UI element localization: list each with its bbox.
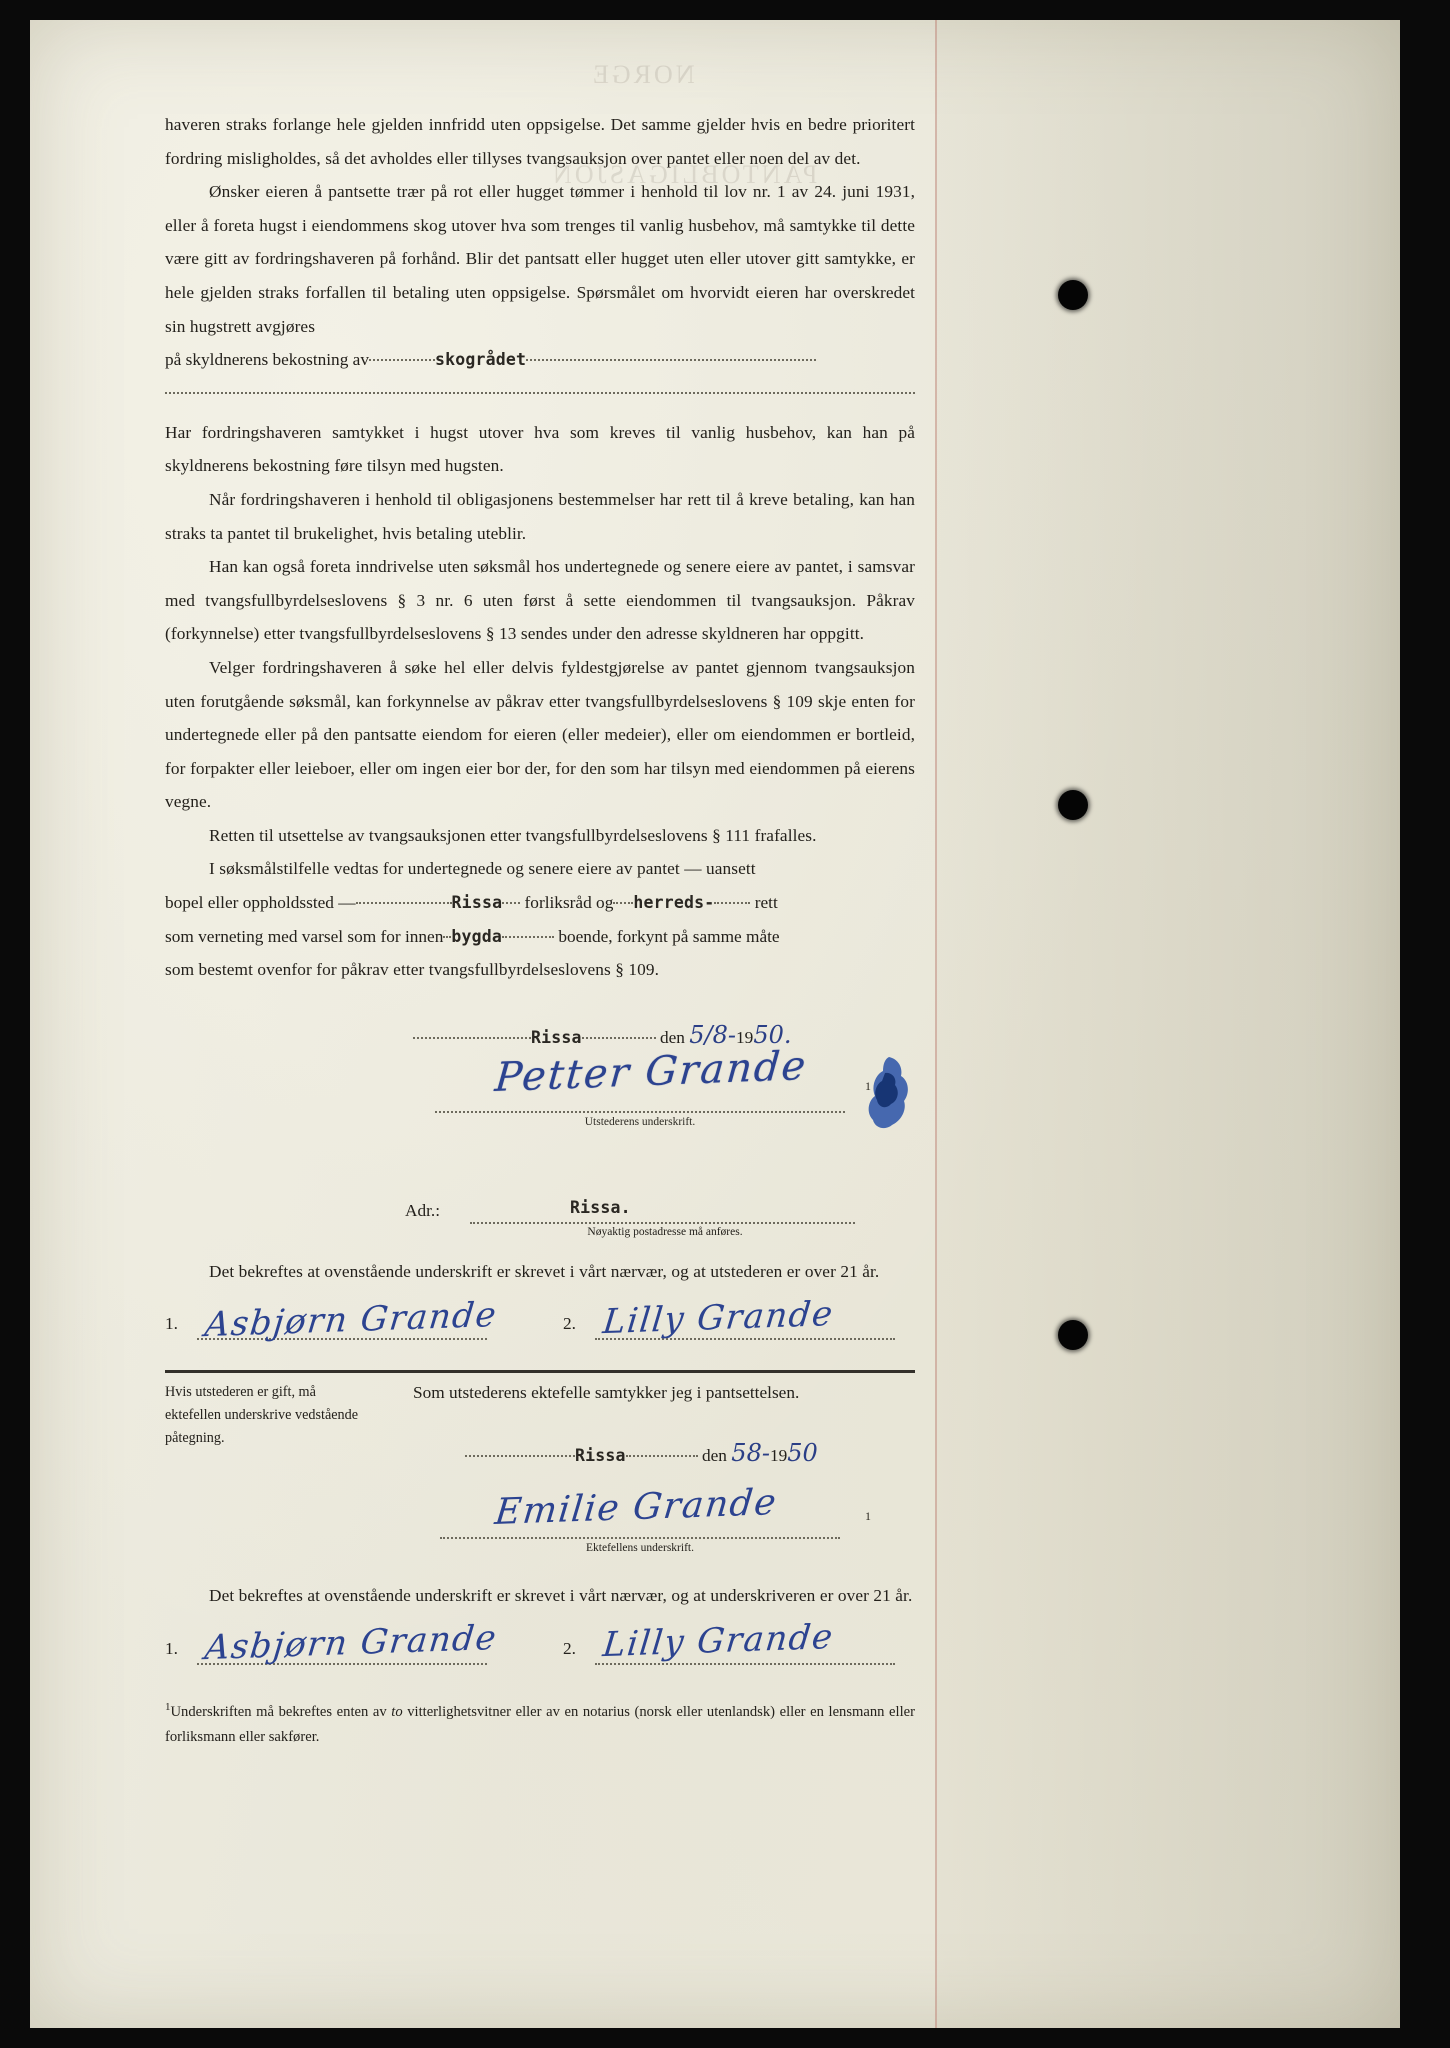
- attestation-2-text: Det bekreftes at ovenstående underskrift er skrevet i vårt nærvær, og at underskriveren er over 21 år.: [209, 1586, 913, 1606]
- address-caption: Nøyaktig postadresse må anføres.: [587, 1225, 743, 1238]
- spouse-signature-caption: Ektefellens underskrift.: [586, 1542, 694, 1555]
- spouse-date-row: [465, 1439, 818, 1467]
- venue-fill-line: [165, 886, 915, 920]
- dotted-rule: [714, 902, 750, 904]
- hugstrett-value: skogrådet: [434, 350, 527, 370]
- dotted-rule: [526, 359, 816, 361]
- dotted-rule: [465, 1455, 575, 1457]
- witness-2-signature: Lilly Grande: [600, 1294, 836, 1343]
- spouse-consent-block: [165, 1381, 915, 1493]
- witness-3-signature: Asbjørn Grande: [202, 1617, 500, 1669]
- bleedthrough-ghost-text: PANTOBLIGASJON: [550, 160, 818, 189]
- paragraph-4: Når fordringshaveren i henhold til obligasjonens bestemmelser har rett til å kreve betaling, kan han straks ta pantet til brukelighet, hvis betaling uteblir.: [165, 489, 915, 543]
- den-label: den: [660, 1027, 685, 1047]
- binder-punch-hole: [1058, 280, 1088, 310]
- footnote-emphasis: to: [391, 1703, 403, 1720]
- witness-3-number: 1.: [165, 1639, 178, 1659]
- spouse-note: Hvis utstederen er gift, må ektefellen underskrive vedstående påtegning.: [165, 1384, 359, 1447]
- district-label-a: som verneting med varsel som for innen: [165, 926, 444, 946]
- footnote-part-b: vitterlighetsvitner eller av en notarius (norsk eller utenlandsk) eller en lensmann eller forliksmann eller sakfører.: [165, 1703, 915, 1745]
- spouse-date-month: 8-: [746, 1439, 770, 1468]
- paragraph-8-intro: I søksmålstilfelle vedtas for undertegnede og senere eiere av pantet — uansett: [209, 859, 756, 879]
- scan-gutter-shadow: [937, 20, 1400, 2028]
- dotted-rule: [470, 1222, 855, 1224]
- document-page: [30, 20, 1400, 2028]
- issuer-signature-zone: [165, 1013, 915, 1189]
- venue-label-b: forliksråd og: [524, 893, 614, 913]
- year-prefix: 19: [736, 1027, 754, 1047]
- document-body: [165, 108, 915, 1750]
- issuer-signature-caption: Utstederens underskrift.: [584, 1115, 696, 1128]
- signature-date-day: 5/: [689, 1020, 713, 1049]
- district-fill-line: [165, 920, 915, 954]
- paragraph-2: Ønsker eieren å pantsette trær på rot eller hugget tømmer i henhold til lov nr. 1 av 24. juni 1931, eller å foreta hugst i eiendommens skog utover hva som trenges til vanlig husbehov, må samtykke til dette være gitt av fordringshaveren på forhånd. Blir det pantsatt eller hugget uten eller utover gitt samtykke, er hele gjelden straks forfallen til betaling uten oppsigelse. Spørsmålet om hvorvidt eieren har overskredet sin hugstrett avgjøres: [165, 182, 915, 336]
- address-value: Rissa.: [570, 1197, 631, 1217]
- page-footnote: [165, 1695, 915, 1750]
- paragraph-3: Har fordringshaveren samtykket i hugst utover hva som kreves til vanlig husbehov, kan han på skyldnerens bekostning føre tilsyn med hugsten.: [165, 422, 915, 476]
- address-row: [165, 1195, 915, 1255]
- section-divider: [165, 1370, 915, 1373]
- dotted-rule: [502, 936, 554, 938]
- paragraph-8-tail: som bestemt ovenfor for påkrav etter tvangsfullbyrdelseslovens § 109.: [165, 960, 660, 980]
- year-prefix: 19: [769, 1446, 788, 1466]
- address-label: Adr.:: [405, 1200, 441, 1220]
- spouse-signature: Emilie Grande: [492, 1482, 780, 1534]
- footnote-mark: 1: [165, 1701, 171, 1714]
- witness-1-signature: Asbjørn Grande: [202, 1295, 500, 1346]
- issuer-signature: Petter Grande: [493, 1042, 810, 1101]
- spouse-consent-text: Som utstederens ektefelle samtykker jeg i pantsettelsen.: [413, 1383, 800, 1403]
- bleedthrough-ghost-text: NORGE: [590, 60, 695, 89]
- signature-rule: [435, 1111, 845, 1113]
- spouse-signature-zone: [165, 1482, 915, 1579]
- venue-label-a: bopel eller oppholdssted —: [165, 893, 356, 913]
- witness-2-number: 2.: [563, 1314, 576, 1334]
- paragraph-5: Han kan også foreta inndrivelse uten søksmål hos undertegnede og senere eiere av pantet, i samsvar med tvangsfullbyrdelseslovens § 3 nr. 6 uten først å sette eiendommen til tvangsauksjon. Påkrav (forkynnelse) etter tvangsfullbyrdelseslovens § 13 sendes under den adresse skyldneren har oppgitt.: [165, 557, 915, 644]
- spouse-date-day: 5: [731, 1439, 747, 1468]
- witness-row-2: [165, 1616, 915, 1689]
- paragraph-6: Velger fordringshaveren å søke hel eller delvis fyldestgjørelse av pantet gjennom tvangsauksjon uten forutgående søksmål, kan forkynnelse av påkrav etter tvangsfullbyrdelseslovens § 109 skje enten for undertegnede eller på den pantsatte eiendom for eieren (eller medeier), eller om eiendommen er bortleid, for forpakter eller leieboer, eller om ingen eier bor der, for den som har tilsyn med eiendommen på eierens vegne.: [165, 657, 915, 812]
- dotted-rule: [369, 359, 435, 361]
- venue-value: Rissa: [451, 893, 503, 913]
- den-label: den: [702, 1446, 727, 1466]
- venue-label-c: rett: [754, 893, 778, 913]
- dotted-rule: [413, 1037, 531, 1039]
- court-value: herreds-: [633, 893, 715, 913]
- dotted-rule: [626, 1455, 698, 1457]
- footnote-marker: 1: [865, 1078, 871, 1093]
- dotted-rule: [502, 902, 520, 904]
- signature-year: 50.: [753, 1020, 792, 1049]
- dotted-rule: [613, 902, 633, 904]
- footnote-part-a: Underskriften må bekreftes enten av: [170, 1703, 387, 1720]
- signature-place: Rissa: [531, 1027, 582, 1047]
- spouse-place: Rissa: [575, 1446, 626, 1466]
- witness-row-1: [165, 1294, 915, 1364]
- dotted-rule: [440, 1537, 840, 1539]
- spouse-year: 50: [787, 1439, 818, 1468]
- attestation-1-text: Det bekreftes at ovenstående underskrift er skrevet i vårt nærvær, og at utstederen er over 21 år.: [209, 1261, 880, 1281]
- dotted-rule: [582, 1037, 656, 1039]
- paragraph-1: haveren straks forlange hele gjelden innfridd uten oppsigelse. Det samme gjelder hvis en bedre prioritert fordring misligholdes, så det avholdes eller tillyses tvangsauksjon over pantet eller noen del av det.: [165, 115, 915, 168]
- witness-4-signature: Lilly Grande: [600, 1616, 836, 1666]
- witness-4-number: 2.: [563, 1639, 576, 1659]
- district-label-b: boende, forkynt på samme måte: [558, 926, 780, 946]
- dotted-rule: [356, 902, 452, 904]
- signature-date-month: 8-: [712, 1020, 737, 1049]
- binder-punch-hole: [1058, 1320, 1088, 1350]
- signature-date-row: [413, 1021, 913, 1049]
- witness-1-number: 1.: [165, 1314, 178, 1334]
- ink-blot-stain: [865, 1055, 911, 1133]
- binder-punch-hole: [1058, 790, 1088, 820]
- district-value: bygda: [451, 926, 503, 946]
- footnote-marker: 1: [865, 1509, 871, 1524]
- hugstrett-label: på skyldnerens bekostning av: [165, 350, 369, 370]
- paragraph-7: Retten til utsettelse av tvangsauksjonen etter tvangsfullbyrdelseslovens § 111 frafalles.: [209, 825, 817, 845]
- printed-margin-rule: [935, 20, 937, 2028]
- hugstrett-fill-line: [165, 343, 915, 377]
- blank-fill-rule: [165, 391, 915, 394]
